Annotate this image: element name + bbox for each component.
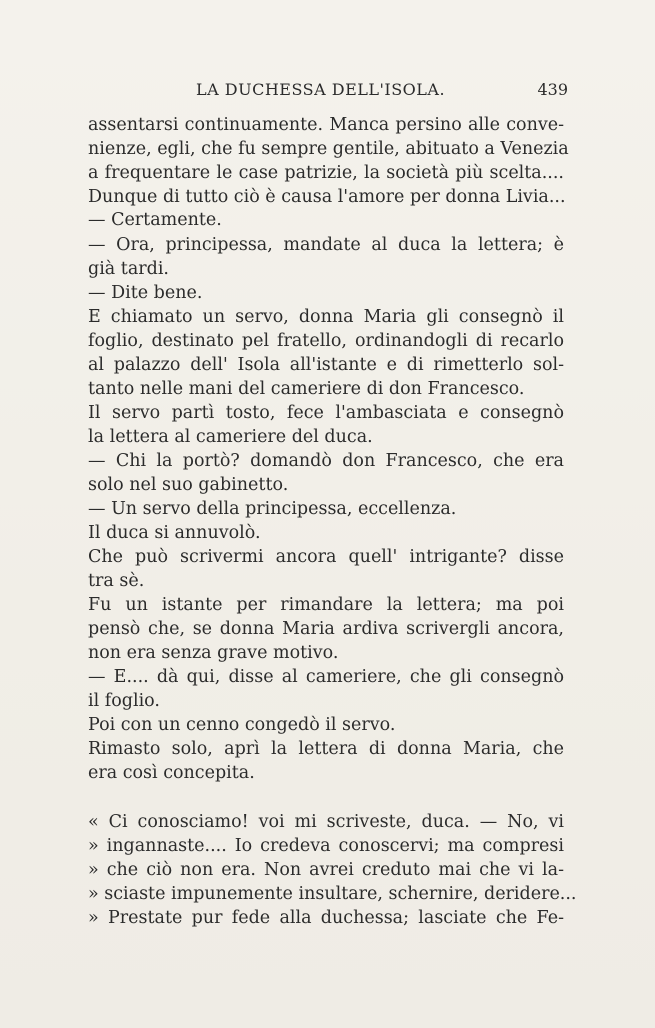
text-line: — Certamente. <box>88 210 222 230</box>
text-line: al palazzo dell' Isola all'istante e di rimetterlo sol- <box>88 355 564 375</box>
text-line: non era senza grave motivo. <box>88 643 339 663</box>
text-line: Il duca si annuvolò. <box>88 523 261 543</box>
text-line: era così concepita. <box>88 763 255 783</box>
text-line: foglio, destinato pel fratello, ordinandogli di recarlo <box>88 331 564 351</box>
text-line: — Dite bene. <box>88 283 203 303</box>
text-line: pensò che, se donna Maria ardiva scrivergli ancora, <box>88 619 564 639</box>
text-line: E chiamato un servo, donna Maria gli consegnò il <box>88 307 564 327</box>
page-header <box>88 80 568 104</box>
text-line: la lettera al cameriere del duca. <box>88 427 373 447</box>
text-line: Dunque di tutto ciò è causa l'amore per donna Livia... <box>88 187 566 207</box>
text-line: tra sè. <box>88 571 145 591</box>
text-line: nienze, egli, che fu sempre gentile, abituato a Venezia <box>88 139 569 159</box>
text-line: il foglio. <box>88 691 160 711</box>
text-line: Fu un istante per rimandare la lettera; ma poi <box>88 595 564 615</box>
text-line: assentarsi continuamente. Manca persino alle conve- <box>88 115 564 135</box>
text-line: tanto nelle mani del cameriere di don Francesco. <box>88 379 525 399</box>
letter-line: » Prestate pur fede alla duchessa; lasciate che Fe- <box>88 908 564 928</box>
letter-line: » che ciò non era. Non avrei creduto mai che vi la- <box>88 860 564 880</box>
letter-line: » sciaste impunemente insultare, schernire, deridere... <box>88 884 577 904</box>
text-line: Poi con un cenno congedò il servo. <box>88 715 396 735</box>
text-line: Il servo partì tosto, fece l'ambasciata e consegnò <box>88 403 564 423</box>
text-line: Che può scrivermi ancora quell' intrigante? disse <box>88 547 564 567</box>
text-line: — Un servo della principessa, eccellenza. <box>88 499 457 519</box>
text-line: solo nel suo gabinetto. <box>88 475 289 495</box>
text-line: Rimasto solo, aprì la lettera di donna Maria, che <box>88 739 564 759</box>
text-line: — E.... dà qui, disse al cameriere, che gli consegnò <box>88 667 564 687</box>
text-line: a frequentare le case patrizie, la società più scelta.... <box>88 163 564 183</box>
letter-line: » ingannaste.... Io credeva conoscervi; ma compresi <box>88 836 564 856</box>
text-line: già tardi. <box>88 259 169 279</box>
letter-line: « Ci conosciamo! voi mi scriveste, duca. — No, vi <box>88 812 564 832</box>
text-line: — Ora, principessa, mandate al duca la lettera; è <box>88 235 564 255</box>
text-line: — Chi la portò? domandò don Francesco, che era <box>88 451 564 471</box>
page-number: 439 <box>537 80 568 99</box>
running-title: LA DUCHESSA DELL'ISOLA. <box>196 80 446 99</box>
